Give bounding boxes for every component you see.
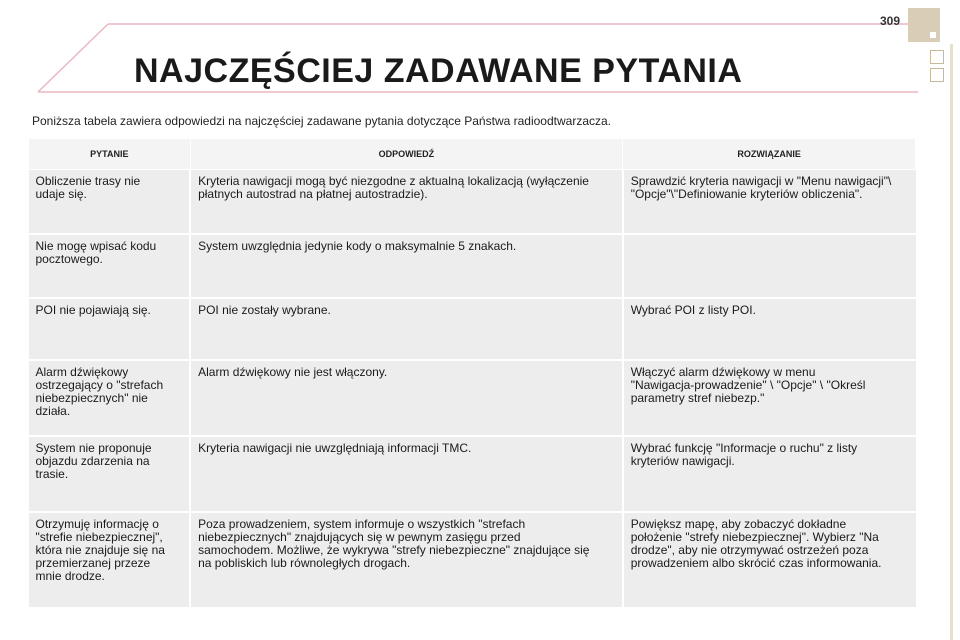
solution-cell [623, 512, 916, 608]
cell-line: która nie znajduje się na [35, 542, 165, 557]
cell-line: POI nie zostały wybrane. [198, 302, 331, 317]
intro-text: Poniższa tabela zawiera odpowiedzi na najczęściej zadawane pytania dotyczące Państwa radioodtwarzacza. [32, 114, 611, 128]
question-cell [29, 436, 191, 512]
solution-cell [623, 360, 916, 436]
cell-line: Kryteria nawigacji mogą być niezgodne z aktualną lokalizacją (wyłączenie [198, 174, 589, 188]
cell-line: Powiększ mapę, aby zobaczyć dokładne [630, 516, 847, 531]
answer-cell [190, 360, 623, 436]
cell-line: kryteriów nawigacji. [630, 453, 735, 468]
cell-line: Wybrać funkcję "Informacje o ruchu" z listy [630, 440, 858, 455]
cell-line: mnie drodze. [35, 568, 105, 583]
cell-line: Sprawdzić kryteria nawigacji w "Menu nawigacji"\ [630, 174, 892, 188]
cell-line: objazdu zdarzenia na [35, 453, 150, 468]
cell-line: udaje się. [35, 187, 87, 201]
cell-line: "strefie niebezpiecznej", [35, 529, 163, 544]
table-row [29, 436, 916, 512]
cell-line: "Nawigacja-prowadzenie" \ "Opcje" \ "Określ [630, 377, 866, 392]
side-marker-2 [930, 68, 944, 82]
answer-cell [190, 234, 623, 298]
cell-line: działa. [35, 403, 71, 418]
corner-tab [908, 8, 940, 42]
cell-line: parametry stref niebezp." [630, 390, 765, 405]
cell-line: Obliczenie trasy nie [35, 174, 141, 188]
cell-line: Kryteria nawigacji nie uwzględniają informacji TMC. [198, 440, 472, 455]
side-marker-1 [930, 50, 944, 64]
question-cell [29, 298, 191, 360]
cell-line: Otrzymuję informację o [35, 516, 159, 531]
table-row [29, 170, 916, 234]
side-rule [950, 44, 953, 640]
question-cell [29, 360, 191, 436]
cell-line: System nie proponuje [35, 440, 152, 455]
question-cell [29, 234, 191, 298]
answer-cell [190, 298, 623, 360]
header-solution: ROZWIĄZANIE [623, 139, 916, 170]
cell-line: Alarm dźwiękowy nie jest włączony. [198, 364, 388, 379]
table-row [29, 298, 916, 360]
cell-line: Włączyć alarm dźwiękowy w menu [630, 364, 816, 379]
faq-table [28, 138, 916, 609]
cell-line: niebezpiecznych" nie [35, 390, 148, 405]
answer-cell [190, 512, 623, 608]
cell-line: System uwzględnia jedynie kody o maksymalnie 5 znakach. [198, 238, 517, 253]
table-row [29, 512, 916, 608]
cell-line: płatnych autostrad na płatnej autostradzie). [198, 187, 428, 201]
cell-line: trasie. [35, 466, 69, 481]
cell-line: położenie "strefy niebezpiecznej". Wybierz "Na [630, 529, 879, 544]
cell-line: pocztowego. [35, 251, 103, 266]
cell-line: POI nie pojawiają się. [35, 302, 151, 317]
solution-cell [623, 170, 916, 234]
cell-line: na pobliskich lub równoległych drogach. [198, 555, 411, 570]
cell-line: Wybrać POI z listy POI. [630, 302, 756, 317]
solution-cell [623, 234, 916, 298]
cell-line: samochodem. Możliwe, że wykrywa "strefy niebezpieczne" znajdujące się [198, 542, 590, 557]
cell-line: "Opcje"\"Definiowanie kryteriów obliczenia". [630, 187, 863, 201]
page-number: 309 [879, 14, 900, 28]
answer-cell [190, 436, 623, 512]
table-row [29, 360, 916, 436]
table-row [29, 234, 916, 298]
cell-line: przemierzanej przeze [35, 555, 151, 570]
cell-line: Poza prowadzeniem, system informuje o wszystkich "strefach [198, 516, 526, 531]
question-cell [29, 170, 191, 234]
cell-line: niebezpiecznych" znajdujących się w pewnym zasięgu przed [198, 529, 521, 544]
cell-line: ostrzegający o "strefach [35, 377, 164, 392]
cell-line: Nie mogę wpisać kodu [35, 238, 157, 253]
solution-cell [623, 436, 916, 512]
cell-line: prowadzeniem albo skrócić czas informowania. [630, 555, 882, 570]
header-answer: ODPOWIEDŹ [190, 139, 623, 170]
cell-line: Alarm dźwiękowy [35, 364, 129, 379]
question-cell [29, 512, 191, 608]
answer-cell [190, 170, 623, 234]
solution-cell [623, 298, 916, 360]
header-question: PYTANIE [29, 139, 191, 170]
cell-line: drodze", aby nie otrzymywać ostrzeżeń poza [630, 542, 869, 557]
page-title: NAJCZĘŚCIEJ ZADAWANE PYTANIA [134, 52, 743, 90]
